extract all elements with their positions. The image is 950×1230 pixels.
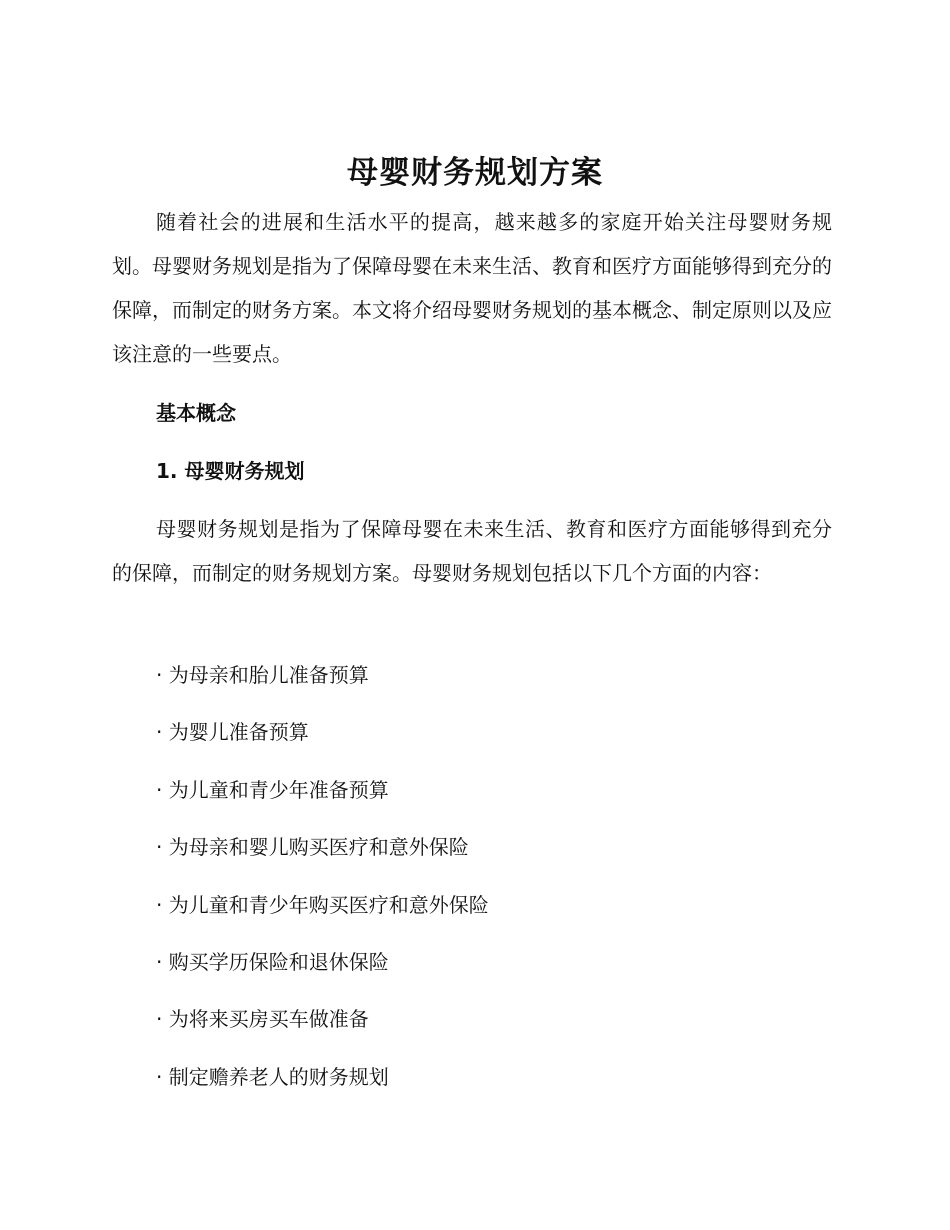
list-item: · 制定赡养老人的财务规划 <box>156 1065 389 1089</box>
body-paragraph: 母婴财务规划是指为了保障母婴在未来生活、教育和医疗方面能够得到充分的保障，而制定的财务规划方案。母婴财务规划包括以下几个方面的内容： <box>112 517 832 585</box>
subsection-heading-maternal-financial-planning: 1. 母婴财务规划 <box>156 459 305 483</box>
intro-paragraph: 随着社会的进展和生活水平的提高，越来越多的家庭开始关注母婴财务规划。母婴财务规划是指为了保障母婴在未来生活、教育和医疗方面能够得到充分的保障，而制定的财务方案。本文将介绍母婴财务规划的基本概念、制定原则以及应该注意的一些要点。 <box>112 210 832 366</box>
list-item: · 为婴儿准备预算 <box>156 720 309 744</box>
list-item: · 为儿童和青少年准备预算 <box>156 778 389 802</box>
page-title: 母婴财务规划方案 <box>347 155 603 191</box>
list-item: · 为母亲和婴儿购买医疗和意外保险 <box>156 835 469 859</box>
list-item: · 为将来买房买车做准备 <box>156 1007 369 1031</box>
list-item: · 为母亲和胎儿准备预算 <box>156 663 369 687</box>
list-item: · 为儿童和青少年购买医疗和意外保险 <box>156 893 489 917</box>
section-heading-basic-concepts: 基本概念 <box>156 401 236 425</box>
list-item: · 购买学历保险和退休保险 <box>156 950 389 974</box>
